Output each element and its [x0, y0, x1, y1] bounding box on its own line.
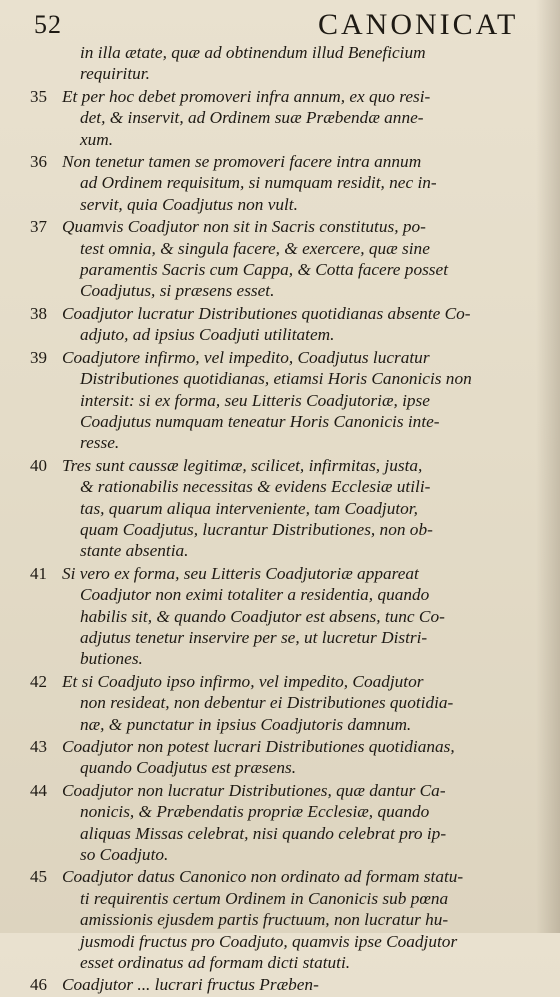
text-line: Si vero ex forma, seu Litteris Coadjutoriæ appareat: [62, 563, 419, 583]
text-line: Tres sunt caussæ legitimæ, scilicet, infirmitas, justa,: [62, 455, 423, 475]
paragraph-number: 40: [30, 455, 47, 475]
numbered-paragraph: [0, 455, 560, 562]
numbered-paragraph: [0, 974, 560, 995]
text-line: xum.: [80, 129, 114, 149]
text-line: paramentis Sacris cum Cappa, & Cotta facere posset: [80, 260, 449, 280]
page-number: 52: [34, 10, 62, 39]
text-line: quam Coadjutus, lucrantur Distributiones, non ob-: [80, 519, 433, 539]
text-line: Coadjutor non lucratur Distributiones, quæ dantur Ca-: [62, 780, 446, 800]
paragraph-number: 37: [30, 217, 47, 237]
text-line: & rationabilis necessitas & evidens Ecclesiæ utili-: [80, 477, 431, 497]
text-line: amissionis ejusdem partis fructuum, non lucratur hu-: [80, 910, 449, 930]
text-line: intersit: si ex forma, seu Litteris Coadjutoriæ, ipse: [80, 390, 430, 410]
numbered-paragraph: [0, 563, 560, 670]
numbered-paragraph: [0, 216, 560, 302]
text-line: in illa ætate, quæ ad obtinendum illud Beneficium: [80, 43, 426, 62]
running-head: CANONICAT: [318, 8, 519, 41]
numbered-paragraph: [0, 347, 560, 454]
text-line: Et si Coadjuto ipso infirmo, vel impedito, Coadjutor: [62, 671, 424, 691]
paragraph-number: 42: [30, 671, 47, 691]
text-line: Non tenetur tamen se promoveri facere intra annum: [62, 152, 422, 172]
text-line: Coadjutus numquam teneatur Horis Canonicis inte-: [80, 411, 440, 431]
numbered-paragraph: [0, 671, 560, 735]
text-line: test omnia, & singula facere, & exercere, quæ sine: [80, 238, 430, 258]
page-edge-shadow: [536, 0, 560, 933]
text-line: Coadjutor non potest lucrari Distributiones quotidianas,: [62, 737, 455, 756]
text-line: Coadjutor datus Canonico non ordinato ad formam statu-: [62, 867, 464, 887]
text-line: aliquas Missas celebrat, nisi quando celebrat pro ip-: [80, 823, 447, 843]
paragraph-number: 43: [30, 737, 47, 756]
numbered-paragraph: [0, 780, 560, 866]
paragraph-number: 38: [30, 303, 47, 323]
text-line: tas, quarum aliqua interveniente, tam Coadjutor,: [80, 498, 418, 518]
paragraph-number: 36: [30, 152, 47, 172]
text-line: Coadjutus, si præsens esset.: [80, 281, 275, 301]
numbered-paragraph: [0, 151, 560, 215]
paragraph-number: 46: [30, 975, 47, 995]
text-line: stante absentia.: [80, 541, 189, 561]
text-line: adjutus tenetur inservire per se, ut lucretur Distri-: [80, 627, 428, 647]
numbered-paragraph: [0, 866, 560, 973]
text-line: adjuto, ad ipsius Coadjuti utilitatem.: [80, 325, 335, 345]
text-line: quando Coadjutus est præsens.: [80, 758, 297, 778]
text-line: næ, & punctatur in ipsius Coadjutoris damnum.: [80, 714, 412, 734]
continuation-paragraph: [0, 42, 560, 85]
text-line: requiritur.: [80, 64, 150, 84]
paragraph-number: 45: [30, 867, 47, 887]
text-line: Quamvis Coadjutor non sit in Sacris constitutus, po-: [62, 217, 426, 237]
paragraph-number: 35: [30, 86, 47, 106]
text-line: butiones.: [80, 649, 143, 669]
text-line: resse.: [80, 433, 120, 453]
numbered-paragraphs: [0, 86, 560, 996]
numbered-paragraph: [0, 736, 560, 779]
text-line: jusmodi fructus pro Coadjuto, quamvis ipse Coadjutor: [80, 931, 458, 951]
text-line: Coadjutor non eximi totaliter a residentia, quando: [80, 585, 430, 605]
paragraph-number: 44: [30, 780, 47, 800]
paragraph-number: 41: [30, 563, 47, 583]
text-line: habilis sit, & quando Coadjutor est absens, tunc Co-: [80, 606, 445, 626]
text-line: Distributiones quotidianas, etiamsi Horis Canonicis non: [80, 369, 472, 389]
text-line: Coadjutore infirmo, vel impedito, Coadjutus lucratur: [62, 347, 430, 367]
text-line: Coadjutor lucratur Distributiones quotidianas absente Co-: [62, 303, 471, 323]
numbered-paragraph: [0, 86, 560, 150]
text-line: nonicis, & Præbendatis propriæ Ecclesiæ, quando: [80, 802, 430, 822]
text-line: det, & inservit, ad Ordinem suæ Præbendæ anne-: [80, 108, 424, 128]
text-line: ti requirentis certum Ordinem in Canonicis sub pœna: [80, 888, 449, 908]
numbered-paragraph: [0, 303, 560, 346]
text-line: servit, quia Coadjutus non vult.: [80, 194, 298, 214]
text-line: non resideat, non debentur ei Distributiones quotidia-: [80, 693, 454, 713]
text-line: Et per hoc debet promoveri infra annum, ex quo resi-: [62, 86, 431, 106]
text-line: esset ordinatus ad formam dicti statuti.: [80, 953, 351, 973]
paragraph-number: 39: [30, 347, 47, 367]
body-text: [0, 42, 560, 997]
text-line: so Coadjuto.: [80, 845, 169, 865]
page-header: [0, 8, 560, 44]
text-line: Coadjutor ... lucrari fructus Præben-: [62, 975, 319, 995]
text-line: ad Ordinem requisitum, si numquam residit, nec in-: [80, 173, 437, 193]
